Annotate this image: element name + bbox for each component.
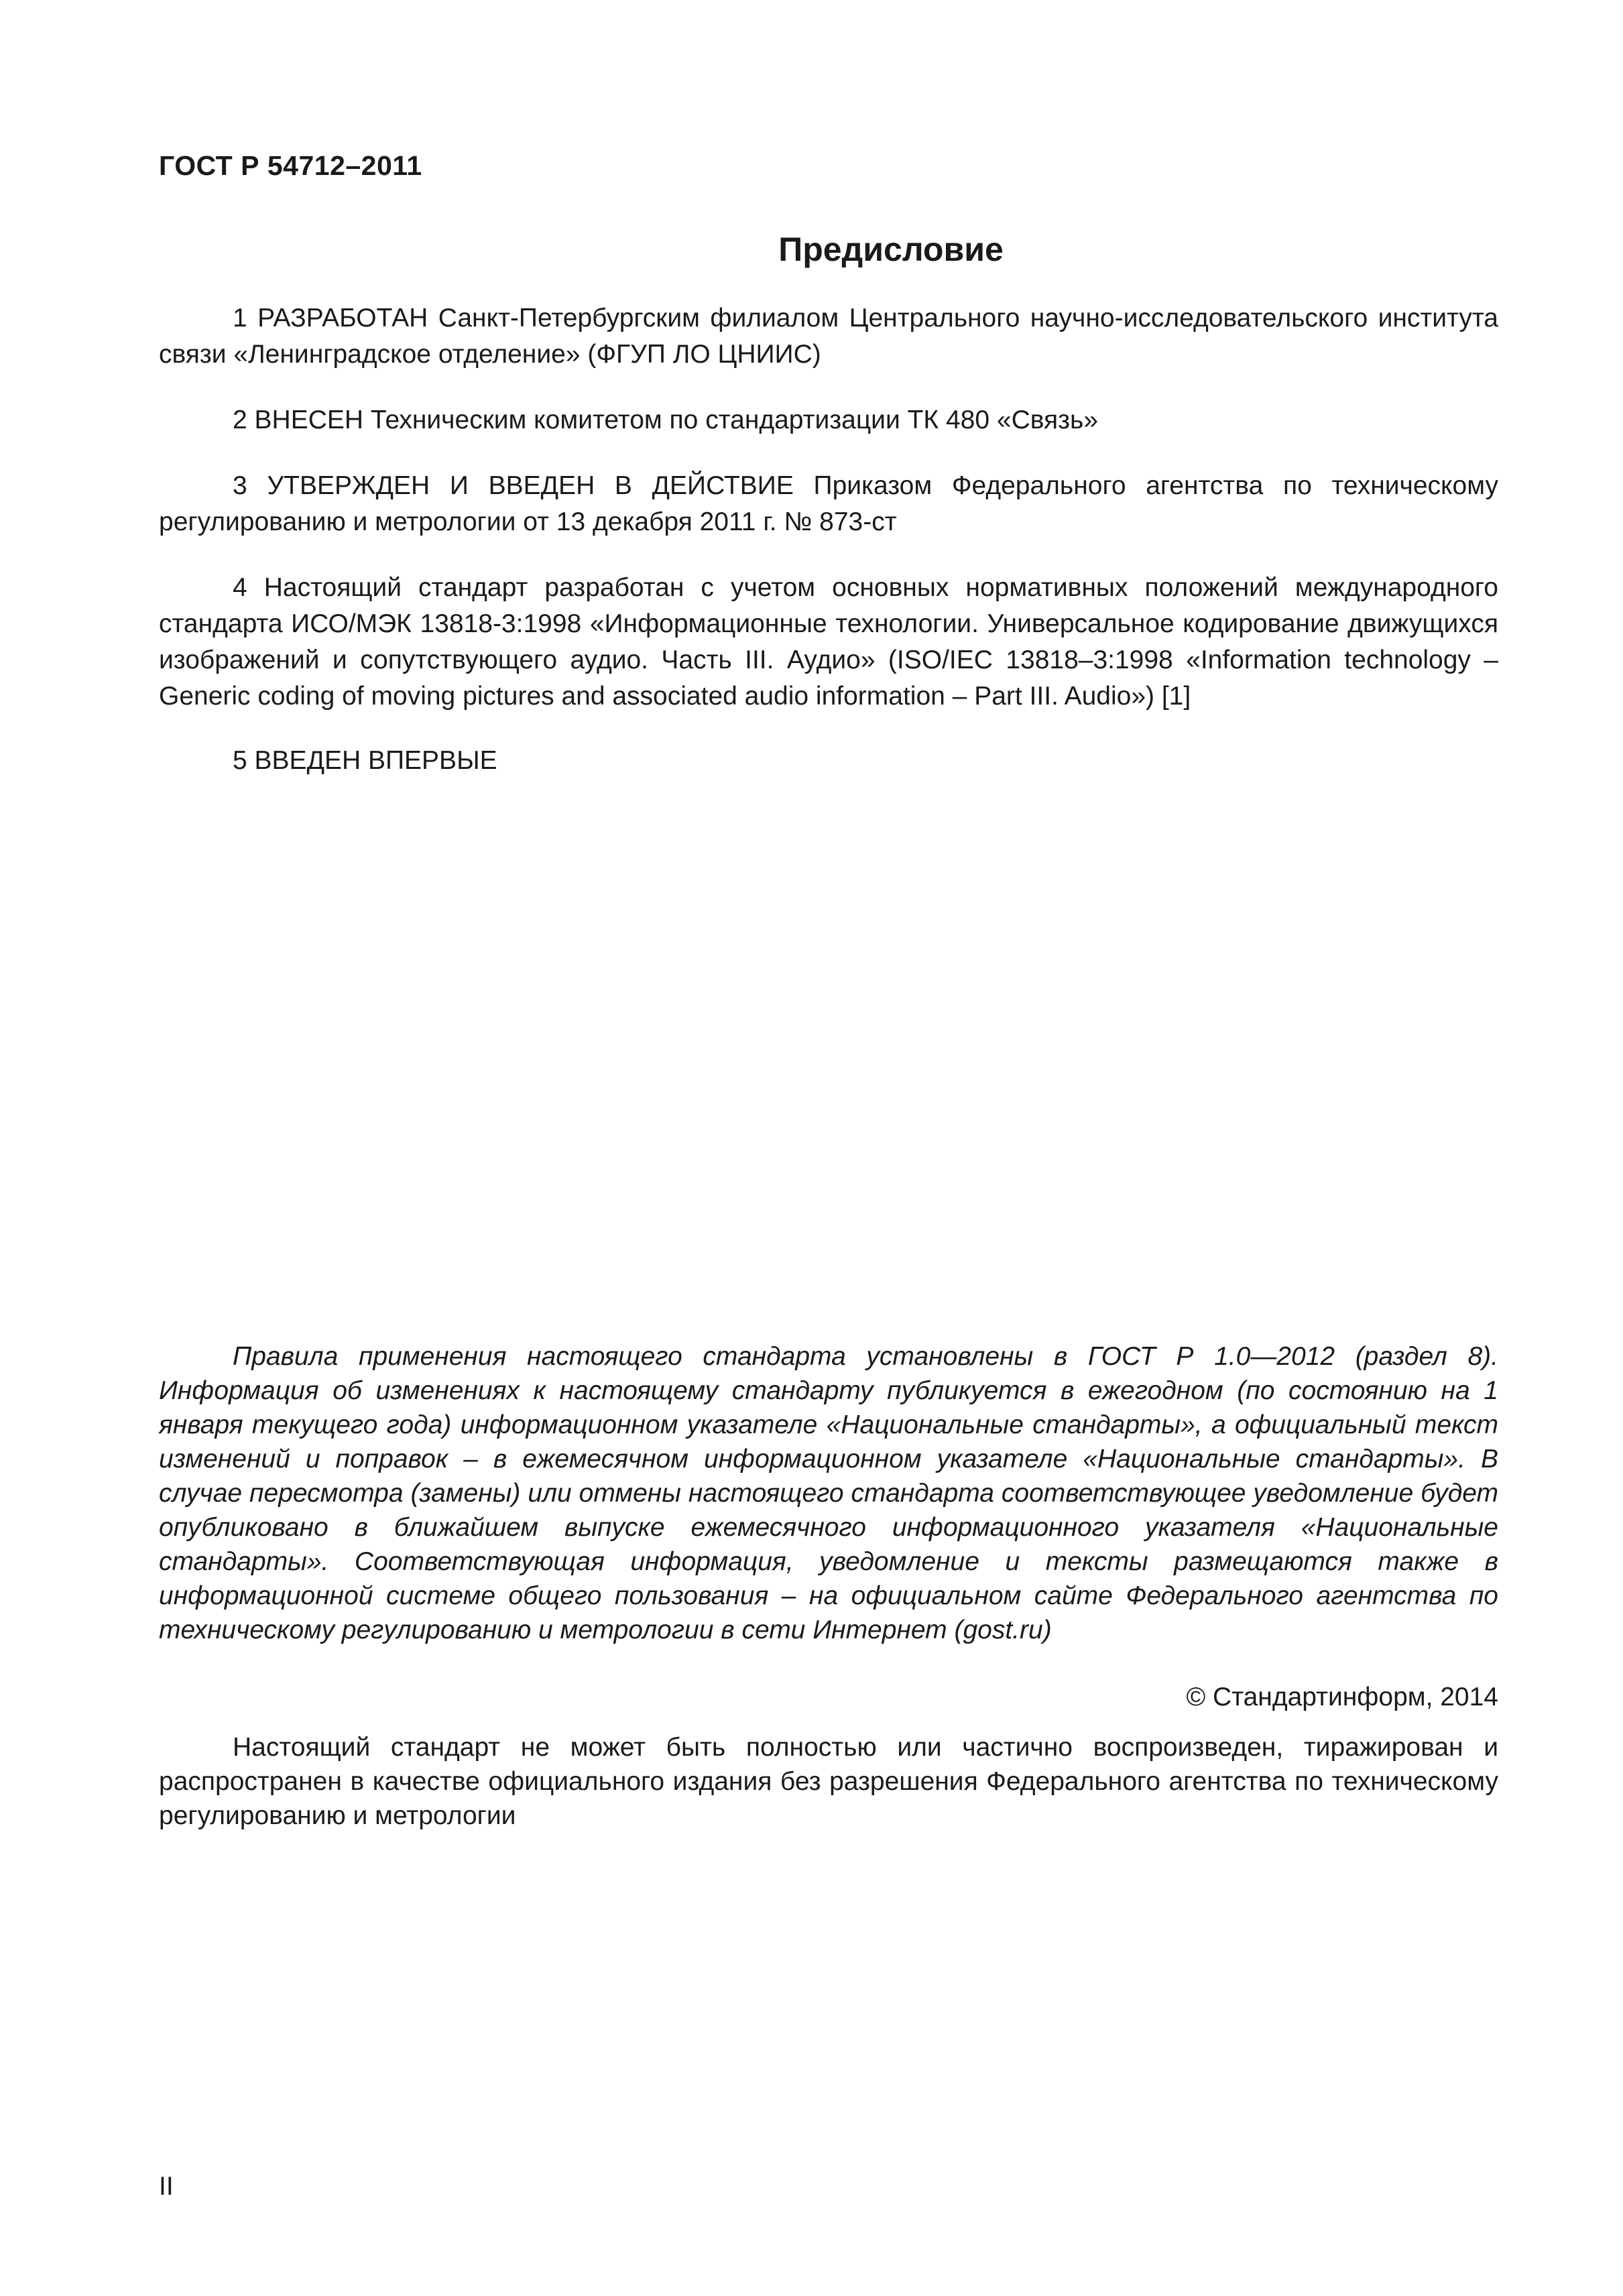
- application-rules-notice: Правила применения настоящего стандарта установлены в ГОСТ Р 1.0—2012 (раздел 8). Информация об изменениях к настоящему стандарту публикуется в ежегодном (по состоянию на 1 января текущего года) информационном указателе «Национальные стандарты», а официальный текст изменений и поправок – в ежемесячном информационном указателе «Национальные стандарты». В случае пересмотра (замены) или отмены настоящего стандарта соответствующее уведомление будет опубликовано в ближайшем выпуске ежемесячного информационного указателя «Национальные стандарты». Соответствующая информация, уведомление и тексты размещаются также в информационной системе общего пользования – на официальном сайте Федерального агентства по техническому регулированию и метрологии в сети Интернет (gost.ru): [159, 1342, 1498, 1644]
- foreword-item-5: 5 ВВЕДЕН ВПЕРВЫЕ: [233, 746, 497, 775]
- copyright-line: © Стандартинформ, 2014: [1186, 1683, 1498, 1711]
- document-code: ГОСТ Р 54712–2011: [159, 150, 422, 181]
- foreword-item-3: 3 УТВЕРЖДЕН И ВВЕДЕН В ДЕЙСТВИЕ Приказом Федерального агентства по техническому регулированию и метрологии от 13 декабря 2011 г. № 873-ст: [159, 471, 1498, 536]
- foreword-item-1: 1 РАЗРАБОТАН Санкт-Петербургским филиалом Центрального научно-исследовательского института связи «Ленинградское отделение» (ФГУП ЛО ЦНИИС): [159, 304, 1498, 369]
- reproduction-rights-notice: Настоящий стандарт не может быть полностью или частично воспроизведен, тиражирован и распространен в качестве официального издания без разрешения Федерального агентства по техническому регулированию и метрологии: [159, 1733, 1498, 1830]
- page-title-text: Предисловие: [778, 231, 1004, 268]
- page-number: II: [159, 2172, 174, 2201]
- foreword-item-2: 2 ВНЕСЕН Техническим комитетом по стандартизации ТК 480 «Связь»: [233, 406, 1099, 434]
- page-title: [0, 230, 1623, 269]
- foreword-item-4: 4 Настоящий стандарт разработан с учетом основных нормативных положений международного стандарта ИСО/МЭК 13818-3:1998 «Информационные технологии. Универсальное кодирование движущихся изображений и сопутствующего аудио. Часть III. Аудио» (ISO/IEC 13818–3:1998 «Information technology – Generic coding of moving pictures and associated audio information – Part III. Audio») [1]: [159, 573, 1498, 711]
